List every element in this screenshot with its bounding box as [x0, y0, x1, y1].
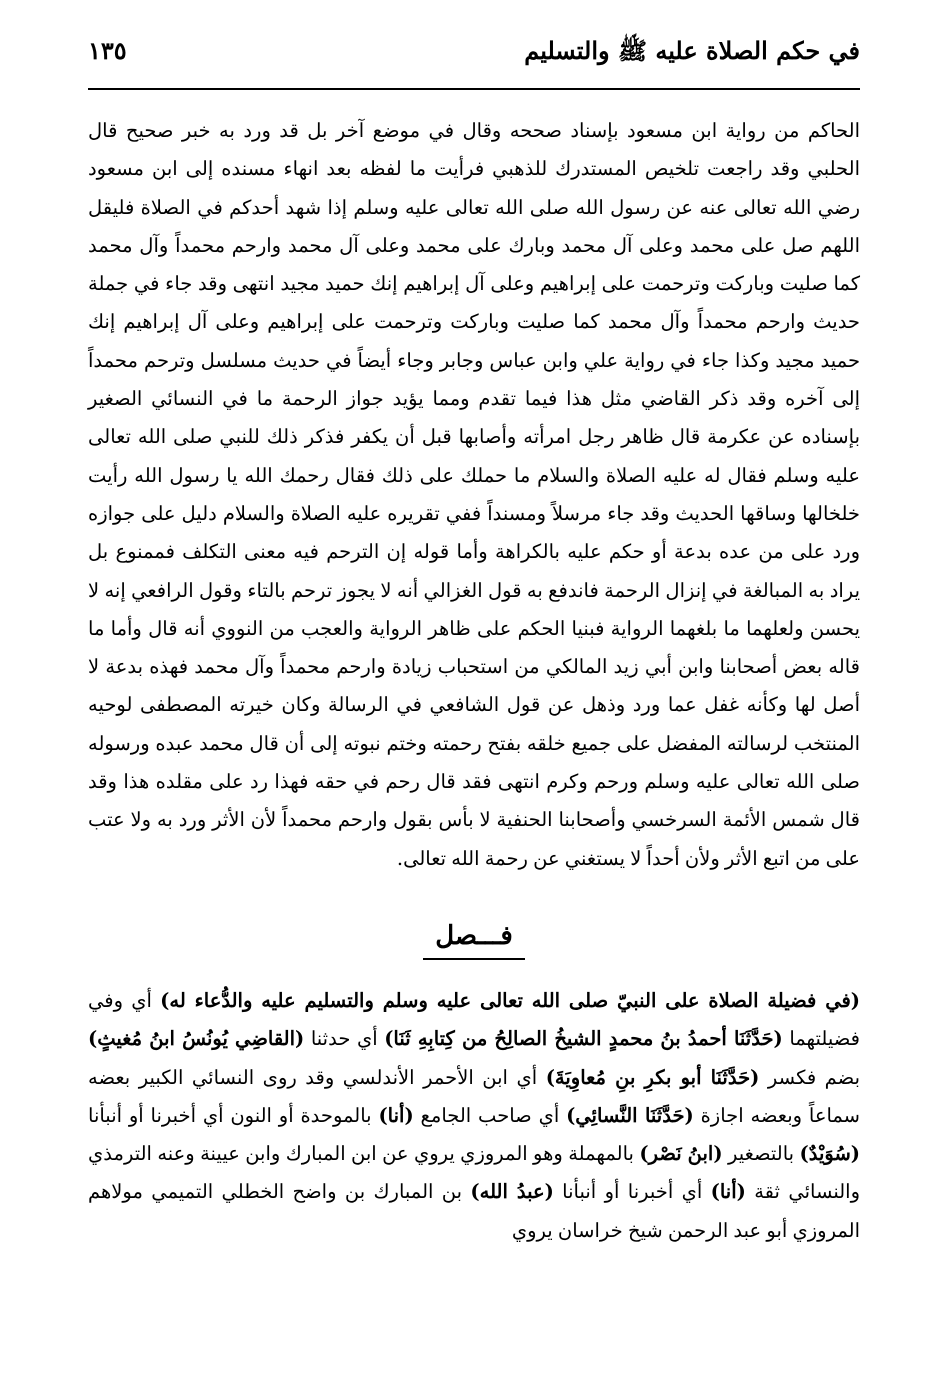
- matn-text: (أنا): [710, 1180, 746, 1204]
- matn-text: (حَدَّثَنَا أبو بكرِ بنِ مُعاوِيَةَ): [545, 1065, 760, 1089]
- page-content: [88, 112, 860, 1250]
- page-number: ١٣٥: [88, 36, 127, 65]
- running-title: في حكم الصلاة عليه ﷺ والتسليم: [524, 36, 860, 65]
- commentary-text: بضم فكسر: [759, 1065, 860, 1089]
- chapter-title-text: (في فضيلة الصلاة على النبيّ صلى الله تعالى عليه وسلم والتسليم عليه والدُّعاء له): [160, 988, 860, 1012]
- matn-text: (ابنُ نَصْر): [639, 1142, 723, 1166]
- body-paragraph: الحاكم من رواية ابن مسعود بإسناد صححه وقال في موضع آخر بل قد ورد به خبر صحيح قال الحلبي وقد راجعت تلخيص المستدرك للذهبي فرأيت ما لفظه بعد انهاء مسنده إلى ابن مسعود رضي الله تعالى عنه عن رسول الله صلى الله تعالى عليه وسلم إذا شهد أحدكم في الصلاة فليقل اللهم صل على محمد وعلى آل محمد وبارك على محمد وعلى آل محمد وارحم محمداً وآل محمد كما صليت وباركت وترحمت على إبراهيم وعلى آل إبراهيم إنك حميد مجيد انتهى وقد جاء في جملة حديث وارحم محمداً وآل محمد كما صليت وباركت وترحمت على إبراهيم وعلى آل إبراهيم إنك حميد مجيد وكذا جاء في رواية علي وابن عباس وجابر وجاء أيضاً في حديث مسلسل وترحم محمداً إلى آخره وقد ذكر القاضي مثل هذا فيما تقدم ومما يؤيد جواز الرحمة ما في النسائي الصغير بإسناده عن عكرمة قال ظاهر رجل امرأته وأصابها قبل أن يكفر فذكر ذلك للنبي صلى الله تعالى عليه وسلم فقال له عليه الصلاة والسلام ما حملك على ذلك فقال رحمك الله يا رسول الله رأيت خلخالها وساقها الحديث وقد جاء مرسلاً ومسنداً ففي تقريره عليه الصلاة والسلام دليل على جوازه ورد على من عده بدعة أو حكم عليه بالكراهة وأما قوله إن الترحم فيه معنى التكلف فممنوع بل يراد به المبالغة في إنزال الرحمة فاندفع به قول الغزالي أنه لا يجوز ترحم بالتاء وقول الرافعي إنه لا يحسن ولعلهما ما بلغهما الرواية فبنيا الحكم على ظاهر الرواية والعجب من النووي أنه قال وأما ما قاله بعض أصحابنا وابن أبي زيد المالكي من استحباب زيادة وارحم محمداً وآل محمد فهذه بدعة لا أصل لها وكأنه غفل عما ورد وذهل عن قول الشافعي في الرسالة وكان خيرته المصطفى لوحيه المنتخب لرسالته المفضل على جميع خلقه بفتح رحمته وختم نبوته إلى أن قال محمد عبده ورسوله صلى الله تعالى عليه وسلم ورحم وكرم انتهى فقد قال رحم في حقه فهذا رد على مقلده هذا وقد قال شمس الأئمة السرخسي وأصحابنا الحنفية لا بأس بقول وارحم محمداً لأن الأثر ورد به ولا عتب على من اتبع الأثر ولأن أحداً لا يستغني عن رحمة الله تعالى.: [88, 119, 860, 870]
- matn-text: (حَدَّثَنَا أحمدُ بنُ محمدٍ الشيخُ الصالِحُ من كِتابِهِ ثَنَا): [384, 1027, 783, 1051]
- commentary-text: بالتصغير: [722, 1142, 800, 1166]
- commentary-text: أي حدثنا: [304, 1027, 385, 1051]
- section-heading-text: فـــصل: [423, 916, 525, 960]
- commentary-text: بن المبارك بن واضح الخطلي التميمي مولاهم المروزي أبو عبد الرحمن شيخ خراسان يروي: [88, 1180, 860, 1242]
- commentary-text: بالموحدة أو النون أي أخبرنا أو أنبأنا: [88, 1103, 379, 1127]
- commentary-text: أي أخبرنا أو أنبأنا: [553, 1180, 711, 1204]
- matn-text: (حَدَّثَنَا النَّسائِي): [566, 1103, 694, 1127]
- commentary-text: أي صاحب الجامع: [413, 1103, 567, 1127]
- commentary-text: أي ابن الأحمر الأندلسي وقد روى النسائي الكبير بعضه سماعاً وبعضه اجازة: [88, 1065, 861, 1127]
- page-header: [88, 28, 860, 90]
- matn-text: (القاضِي يُونُسُ ابنُ مُغيثٍ): [88, 1027, 305, 1051]
- section-heading: [88, 916, 860, 960]
- matn-text: (عبدُ الله): [470, 1180, 554, 1204]
- commentary-text: أي وفي فضيلتهما: [88, 988, 860, 1051]
- section-paragraph: [88, 982, 860, 1250]
- matn-text: (أنا): [378, 1103, 414, 1127]
- commentary-text: بالمهملة وهو المروزي يروي عن ابن المبارك وابن عيينة وعنه الترمذي والنسائي ثقة: [88, 1142, 860, 1204]
- matn-text: (سُوَيْدٌ): [799, 1142, 861, 1166]
